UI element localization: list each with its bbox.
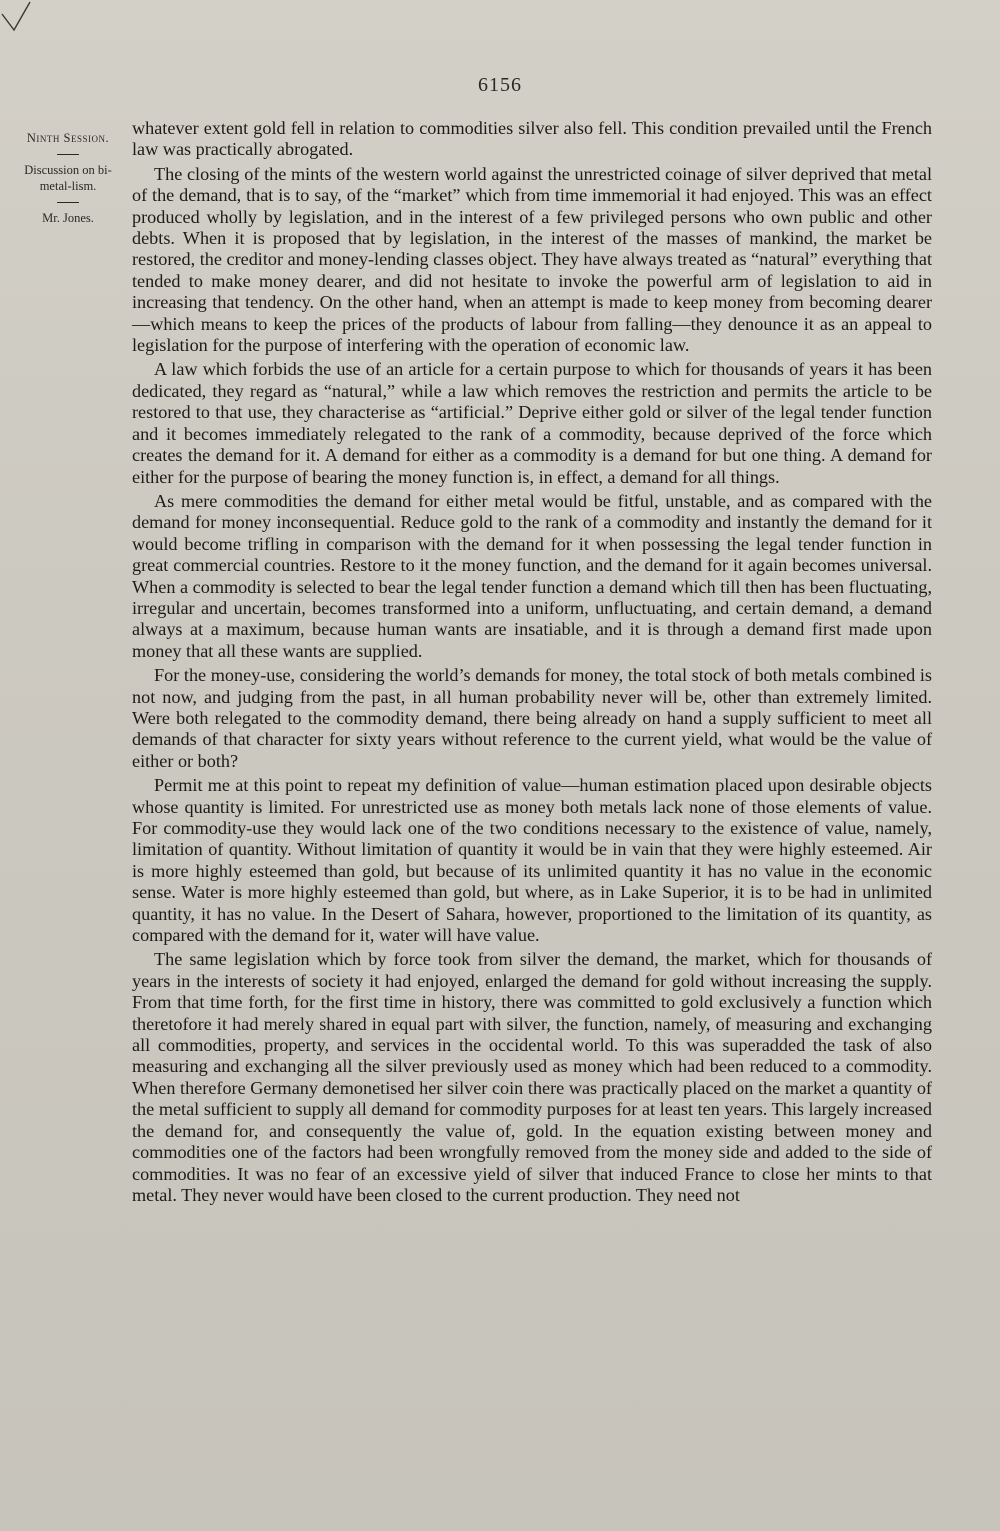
- margin-divider: [57, 154, 79, 155]
- page-number: 6156: [478, 74, 522, 96]
- paragraph: A law which forbids the use of an article for a certain purpose to which for thousands of years it has been dedicated, they regard as “natural,” while a law which removes the restriction and permits the article to be restored to that use, they characterise as “artificial.” Deprive either gold or silver of the legal tender function and it becomes immediately relegated to the rank of a commodity, because deprived of the force which creates the demand for it. A demand for either as a commodity is a demand for but one thing. A demand for either for the purpose of bearing the money function is, in effect, a demand for all things.: [132, 359, 932, 487]
- paragraph: Permit me at this point to repeat my definition of value—human estimation placed upon desirable objects whose quantity is limited. For unrestricted use as money both metals lack none of those elements of value. For commodity-use they would lack one of the two conditions necessary to the existence of value, namely, limitation of quantity. Without limitation of quantity it would be in vain that they were highly esteemed. Air is more highly esteemed than gold, but because of its unlimited quantity it has no value in the economic sense. Water is more highly esteemed than gold, but where, as in Lake Superior, it is to be had in unlimited quantity, it has no value. In the Desert of Sahara, however, proportioned to the limitation of its quantity, as compared with the demand for it, water will have value.: [132, 775, 932, 946]
- margin-notes: [22, 130, 114, 226]
- margin-divider: [57, 202, 79, 203]
- session-note: Ninth Session.: [26, 131, 110, 145]
- paragraph: The same legislation which by force took from silver the demand, the market, which for thousands of years in the interests of society it had enjoyed, enlarged the demand for gold without increasing the supply. From that time forth, for the first time in history, there was committed to gold exclusively a function which theretofore it had merely shared in equal part with silver, the function, namely, of measuring and exchanging all commodities, property, and services in the occidental world. To this was superadded the task of also measuring and exchanging all the silver previously used as money which had been reduced to a commodity. When therefore Germany demonetised her silver coin there was practically placed on the market a quantity of the metal sufficient to supply all demand for commodity purposes for at least ten years. This largely increased the demand for, and consequently the value of, gold. In the equation existing between money and commodities one of the factors had been wrongfully removed from the money side and added to the side of commodities. It was no fear of an excessive yield of silver that induced France to close her mints to that metal. They never would have been closed to the current production. They need not: [132, 949, 932, 1205]
- paragraph: The closing of the mints of the western world against the unrestricted coinage of silver deprived that metal of the demand, that is to say, of the “market” which from time immemorial it had enjoyed. This was an effect produced wholly by legislation, and in the interest of a few privileged persons who own public and other debts. When it is proposed that by legislation, in the interest of the masses of mankind, the market be restored, the creditor and money-lending classes object. They have always treated as “natural” everything that tended to make money dearer, and did not hesitate to invoke the powerful arm of legislation to aid in increasing that tendency. On the other hand, when an attempt is made to keep money from becoming dearer —which means to keep the prices of the products of labour from falling—they denounce it as an appeal to legislation for the purpose of interfering with the operation of economic law.: [132, 163, 932, 356]
- paragraph: For the money-use, considering the world’s demands for money, the total stock of both metals combined is not now, and judging from the past, in all human probability never will be, other than extremely limited. Were both relegated to the commodity demand, there being already on hand a supply sufficient to meet all demands of that character for sixty years without reference to the current yield, what would be the value of either or both?: [132, 665, 932, 771]
- pencil-check-mark: [0, 0, 60, 50]
- paragraph: As mere commodities the demand for either metal would be fitful, unstable, and as compared with the demand for money inconsequential. Reduce gold to the rank of a commodity and instantly the demand for it would become trifling in comparison with the demand for it when possessing the legal tender function in great commercial countries. Restore to it the money function, and the demand for it again becomes universal. When a commodity is selected to bear the legal tender function a demand which till then has been fluctuating, irregular and uncertain, becomes transformed into a uniform, unfluctuating, and certain demand, a demand always at a maximum, because human wants are insatiable, and it is through a demand first made upon money that all these wants are supplied.: [132, 490, 932, 661]
- body-text: [132, 118, 932, 1209]
- speaker-note: Mr. Jones.: [42, 211, 94, 225]
- paragraph: whatever extent gold fell in relation to commodities silver also fell. This condition prevailed until the French law was practically abrogated.: [132, 118, 932, 160]
- topic-note: Discussion on bi-metal-lism.: [24, 163, 112, 193]
